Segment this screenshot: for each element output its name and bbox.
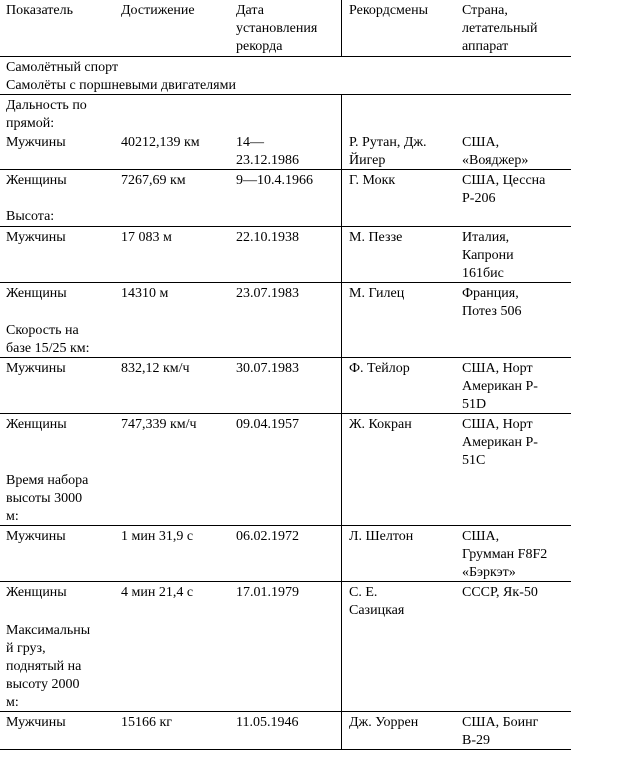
row-holder: Р. Рутан, Дж. (349, 135, 427, 150)
row-achievement: 832,12 км/ч (121, 361, 190, 376)
row-country: Американ Р- (462, 435, 538, 450)
row-country: В-29 (462, 733, 490, 748)
row-country: «Бэркэт» (462, 565, 516, 580)
row-holder: Ф. Тейлор (349, 361, 410, 376)
row-country: США, (462, 529, 500, 544)
row-achievement: 14310 м (121, 286, 169, 301)
header-achievement: Достижение (121, 3, 195, 18)
header-indicator: Показатель (6, 3, 73, 18)
divider (0, 413, 571, 414)
row-country: США, Норт (462, 361, 533, 376)
group-distance-line1: Дальность по (6, 98, 87, 113)
section-sport: Самолётный спорт (6, 60, 119, 75)
divider (0, 525, 571, 526)
row-achievement: 15166 кг (121, 715, 173, 730)
row-country: США, Цессна (462, 173, 546, 188)
row-holder: Йигер (349, 153, 386, 168)
header-date-line2: установления (236, 21, 318, 36)
row-country: Франция, (462, 286, 519, 301)
row-indicator: Мужчины (6, 715, 66, 730)
row-country: Капрони (462, 248, 514, 263)
row-country: США, Норт (462, 417, 533, 432)
row-indicator: Женщины (6, 585, 67, 600)
row-country: Грумман F8F2 (462, 547, 548, 562)
header-country-line3: аппарат (462, 39, 509, 54)
row-date: 06.02.1972 (236, 529, 299, 544)
row-holder: Сазицкая (349, 603, 405, 618)
row-country: 161бис (462, 266, 504, 281)
row-date: 9—10.4.1966 (236, 173, 313, 188)
group-speed-line1: Скорость на (6, 323, 79, 338)
group-payload-line3: поднятый на (6, 659, 82, 674)
row-achievement: 747,339 км/ч (121, 417, 197, 432)
row-country: США, (462, 135, 500, 150)
row-achievement: 40212,139 км (121, 135, 200, 150)
column-divider (341, 0, 342, 57)
row-date: 23.07.1983 (236, 286, 299, 301)
group-altitude: Высота: (6, 209, 55, 224)
group-distance-line2: прямой: (6, 116, 55, 131)
group-payload-line5: м: (6, 695, 19, 710)
row-holder: Г. Мокк (349, 173, 396, 188)
row-achievement: 1 мин 31,9 с (121, 529, 194, 544)
row-date: 14— (236, 135, 264, 150)
row-date: 23.12.1986 (236, 153, 299, 168)
row-country: Американ Р- (462, 379, 538, 394)
group-speed-line2: базе 15/25 км: (6, 341, 90, 356)
row-date: 30.07.1983 (236, 361, 299, 376)
row-achievement: 7267,69 км (121, 173, 186, 188)
divider (0, 711, 571, 712)
row-date: 09.04.1957 (236, 417, 299, 432)
row-indicator: Мужчины (6, 529, 66, 544)
section-category: Самолёты с поршневыми двигателями (6, 78, 236, 93)
row-achievement: 17 083 м (121, 230, 172, 245)
divider (0, 282, 571, 283)
row-country: Р-206 (462, 191, 496, 206)
header-date-line3: рекорда (236, 39, 283, 54)
group-payload-line4: высоту 2000 (6, 677, 80, 692)
row-country: 51D (462, 397, 487, 412)
divider (0, 226, 571, 227)
divider (0, 94, 571, 95)
divider (0, 357, 571, 358)
divider (0, 56, 571, 57)
row-indicator: Женщины (6, 286, 67, 301)
row-date: 22.10.1938 (236, 230, 299, 245)
row-indicator: Мужчины (6, 230, 66, 245)
divider (0, 749, 571, 750)
row-indicator: Мужчины (6, 361, 66, 376)
row-date: 17.01.1979 (236, 585, 299, 600)
row-indicator: Женщины (6, 417, 67, 432)
row-country: США, Боинг (462, 715, 539, 730)
header-date-line1: Дата (236, 3, 264, 18)
row-holder: Дж. Уоррен (349, 715, 419, 730)
row-holder: Л. Шелтон (349, 529, 414, 544)
divider (0, 169, 571, 170)
column-divider (341, 94, 342, 750)
group-climb-line3: м: (6, 509, 19, 524)
row-country: «Вояджер» (462, 153, 529, 168)
row-indicator: Женщины (6, 173, 67, 188)
row-date: 11.05.1946 (236, 715, 299, 730)
row-holder: М. Пеззе (349, 230, 403, 245)
divider (0, 581, 571, 582)
row-holder: М. Гилец (349, 286, 405, 301)
header-holder: Рекордсмены (349, 3, 429, 18)
group-payload-line2: й груз, (6, 641, 46, 656)
row-achievement: 4 мин 21,4 с (121, 585, 194, 600)
row-country: 51С (462, 453, 486, 468)
group-climb-line2: высоты 3000 (6, 491, 83, 506)
row-country: Италия, (462, 230, 510, 245)
row-holder: Ж. Кокран (349, 417, 412, 432)
header-country-line1: Страна, (462, 3, 508, 18)
row-country: Потез 506 (462, 304, 522, 319)
row-country: СССР, Як-50 (462, 585, 538, 600)
header-country-line2: летательный (462, 21, 538, 36)
row-holder: С. Е. (349, 585, 378, 600)
group-climb-line1: Время набора (6, 473, 89, 488)
row-indicator: Мужчины (6, 135, 66, 150)
group-payload-line1: Максимальны (6, 623, 91, 638)
